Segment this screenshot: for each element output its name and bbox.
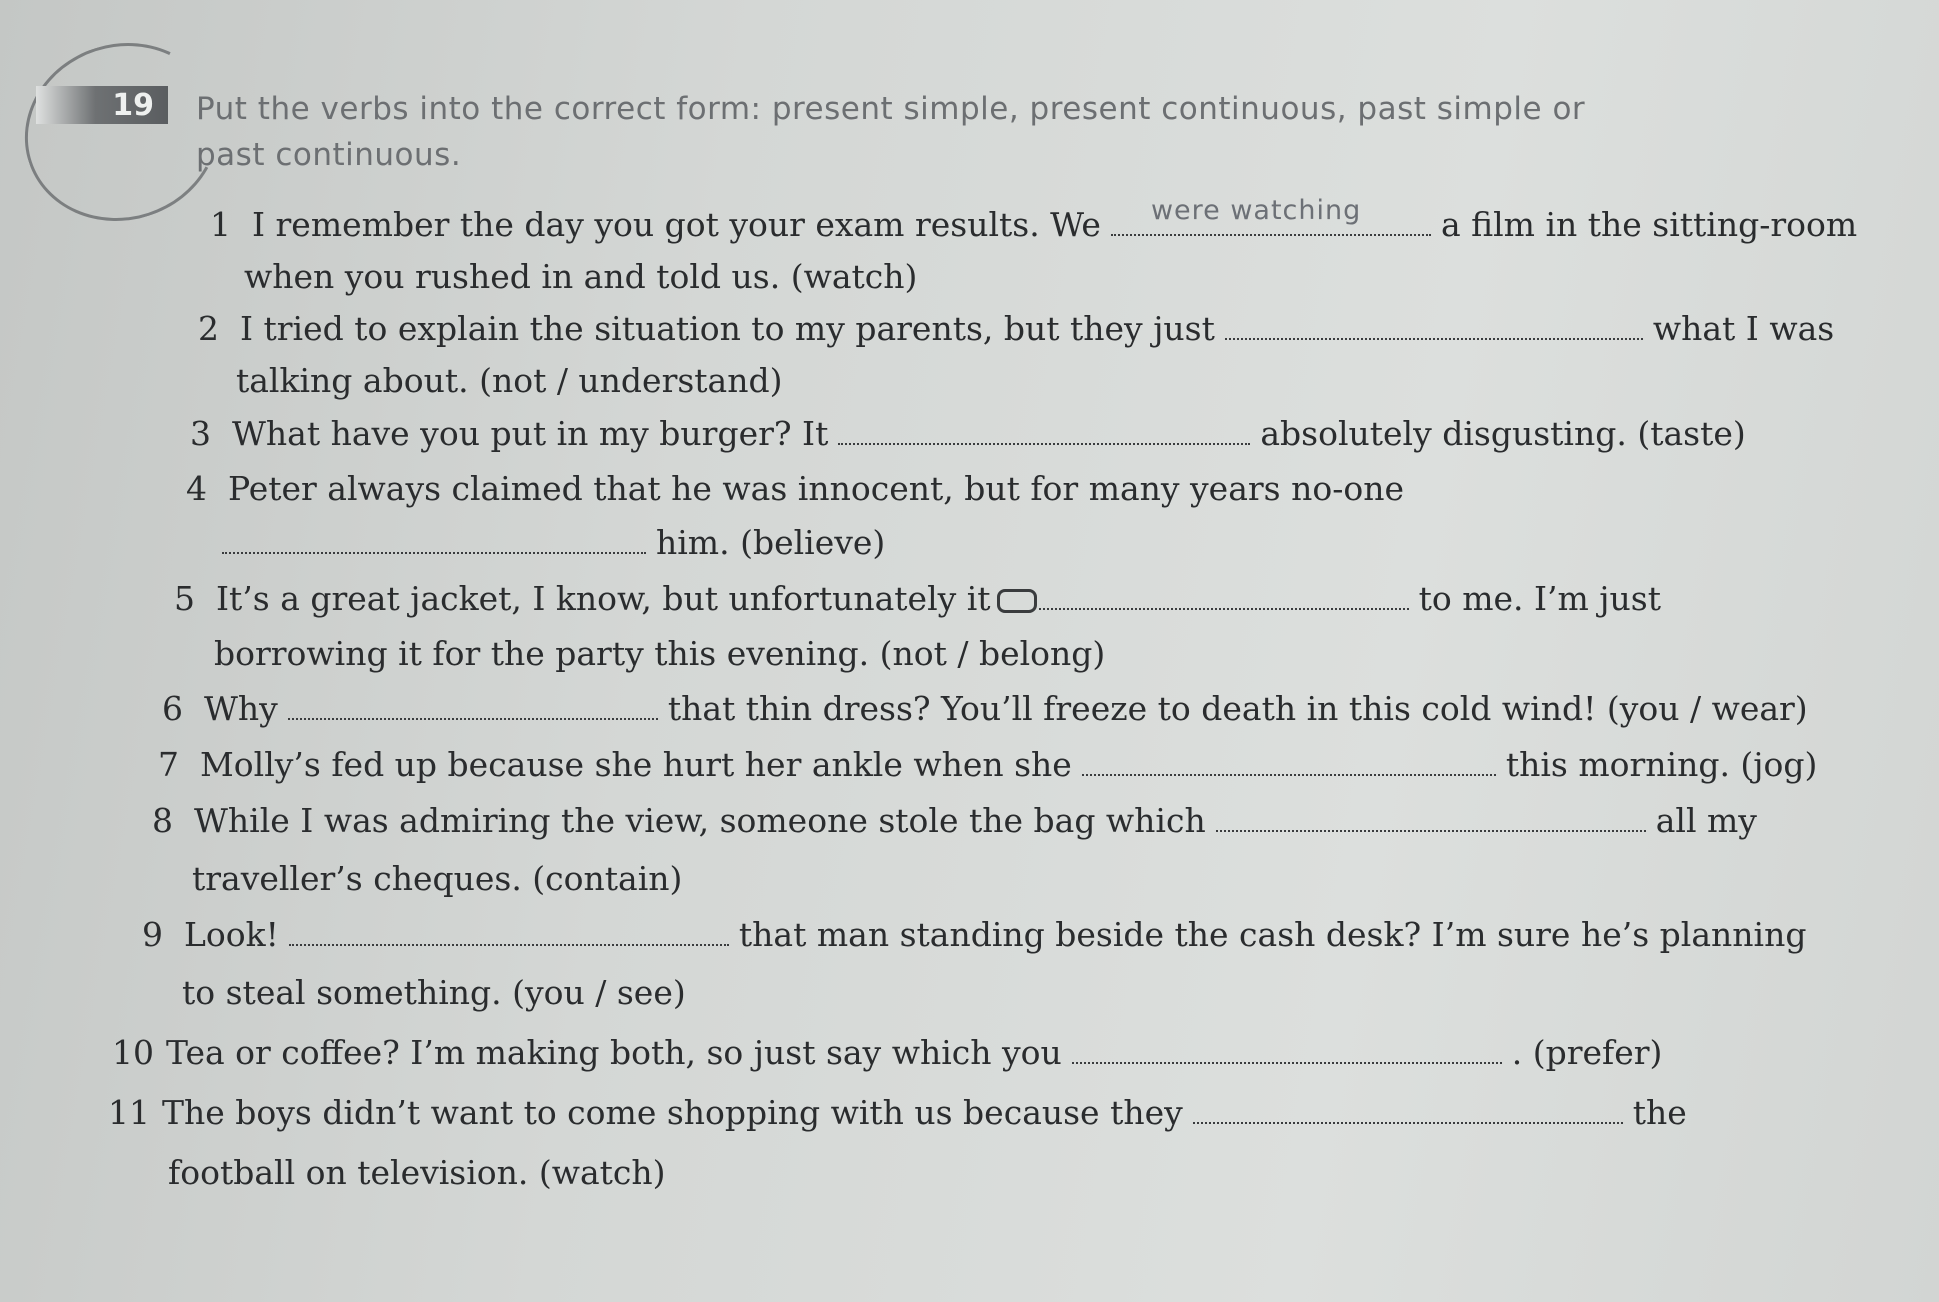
answer-blank[interactable] — [288, 690, 658, 720]
answer-blank[interactable] — [1216, 802, 1646, 832]
item-6 — [162, 682, 1808, 736]
item-3 — [190, 407, 1746, 461]
instruction-line-2: past continuous. — [196, 137, 462, 173]
item-number: 8 — [152, 801, 173, 840]
answer-blank[interactable] — [1193, 1094, 1623, 1124]
pen-scribble-mark — [997, 589, 1037, 613]
item-text-before: The boys didn’t want to come shopping with us because they — [162, 1093, 1183, 1132]
answer-blank[interactable] — [838, 415, 1250, 445]
answer-blank[interactable] — [289, 916, 729, 946]
item-text-before: It’s a great jacket, I know, but unfortunately it — [216, 579, 991, 618]
item-text-before: Why — [204, 689, 278, 728]
item-text-after: him. (believe) — [656, 523, 886, 562]
item-text-before: I tried to explain the situation to my parents, but they just — [240, 309, 1215, 348]
answer-blank[interactable] — [1039, 580, 1409, 610]
item-number: 5 — [174, 579, 195, 618]
item-text-before: Tea or coffee? I’m making both, so just say which you — [166, 1033, 1062, 1072]
answer-blank[interactable] — [1111, 195, 1431, 236]
answer-text: were watching — [1150, 195, 1362, 226]
item-text-before: What have you put in my burger? It — [232, 414, 829, 453]
item-number: 6 — [162, 689, 183, 728]
item-10 — [112, 1026, 1662, 1080]
instruction-line-1: Put the verbs into the correct form: present simple, present continuous, past simple or — [196, 91, 1586, 127]
item-text-before: While I was admiring the view, someone stole the bag which — [194, 801, 1206, 840]
item-2-continuation: talking about. (not / understand) — [236, 361, 783, 400]
item-4-continuation — [222, 516, 885, 570]
item-text-after: what I was — [1652, 309, 1835, 348]
answer-blank[interactable] — [222, 524, 646, 554]
exercise-instruction — [196, 86, 1716, 178]
item-9-continuation: to steal something. (you / see) — [182, 973, 686, 1012]
item-text-after: that thin dress? You’ll freeze to death in this cold wind! (you / wear) — [667, 689, 1808, 728]
answer-blank[interactable] — [1225, 310, 1643, 340]
item-9 — [142, 908, 1806, 962]
item-2 — [198, 302, 1834, 356]
item-text-after: all my — [1655, 801, 1757, 840]
item-text-after: absolutely disgusting. (taste) — [1260, 414, 1746, 453]
item-1 — [210, 195, 1858, 252]
item-11 — [108, 1086, 1687, 1140]
item-number: 1 — [210, 205, 231, 244]
item-number: 11 — [108, 1093, 150, 1132]
item-number: 3 — [190, 414, 211, 453]
exercise-number: 19 — [112, 88, 154, 123]
item-text-after: to me. I’m just — [1418, 579, 1661, 618]
item-5-continuation: borrowing it for the party this evening. (not / belong) — [214, 634, 1106, 673]
answer-blank[interactable] — [1072, 1034, 1502, 1064]
answer-blank[interactable] — [1082, 746, 1496, 776]
exercise-number-badge — [36, 86, 168, 124]
item-text-before: Look! — [184, 915, 279, 954]
item-8-continuation: traveller’s cheques. (contain) — [192, 859, 683, 898]
item-1-continuation: when you rushed in and told us. (watch) — [244, 257, 918, 296]
item-11-continuation: football on television. (watch) — [168, 1153, 666, 1192]
item-text-before: I remember the day you got your exam results. We — [252, 205, 1101, 244]
item-number: 7 — [158, 745, 179, 784]
item-text-before: Peter always claimed that he was innocent, but for many years no-one — [228, 469, 1405, 508]
item-text-after: the — [1632, 1093, 1687, 1132]
item-4 — [186, 462, 1404, 516]
item-text-after: a film in the sitting-room — [1440, 205, 1858, 244]
item-number: 10 — [112, 1033, 154, 1072]
item-number: 4 — [186, 469, 207, 508]
item-text-after: this morning. (jog) — [1505, 745, 1818, 784]
item-7 — [158, 738, 1817, 792]
item-8 — [152, 794, 1757, 848]
item-5 — [174, 572, 1661, 626]
item-text-after: that man standing beside the cash desk? I’m sure he’s planning — [738, 915, 1807, 954]
item-number: 2 — [198, 309, 219, 348]
item-number: 9 — [142, 915, 163, 954]
item-text-before: Molly’s fed up because she hurt her ankle when she — [200, 745, 1072, 784]
item-text-after: . (prefer) — [1511, 1033, 1663, 1072]
